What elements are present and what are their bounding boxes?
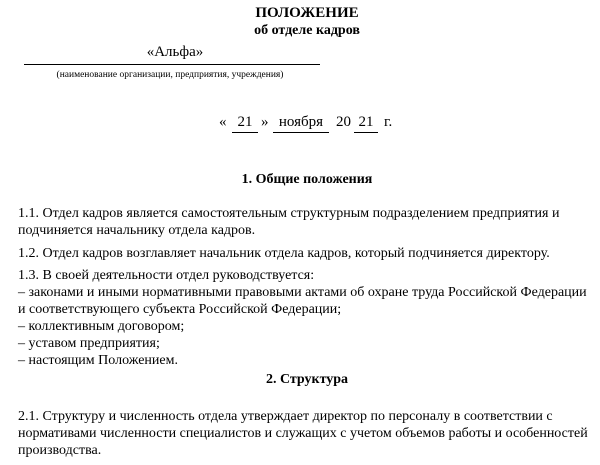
organization-name-line — [24, 64, 320, 65]
date-open-quote: « — [219, 114, 227, 130]
paragraph-1-3: 1.3. В своей деятельности отдел руководствуется: — [18, 268, 315, 283]
paragraph-1-1: 1.1. Отдел кадров является самостоятельным структурным подразделением предприятия и подчиняется начальнику отдела кадров. — [18, 206, 560, 238]
organization-caption: (наименование организации, предприятия, учреждения) — [56, 70, 284, 80]
document-title: ПОЛОЖЕНИЕ — [255, 5, 359, 21]
document-subtitle: об отделе кадров — [254, 23, 360, 38]
section-heading-general: 1. Общие положения — [241, 172, 373, 187]
date-close-quote: » — [261, 114, 269, 130]
paragraph-1-2: 1.2. Отдел кадров возглавляет начальник отдела кадров, который подчиняется директору. — [18, 246, 550, 261]
date-month: ноября — [273, 112, 329, 133]
date-suffix: г. — [384, 114, 393, 130]
date-day: 21 — [232, 112, 258, 133]
list-item-this-regulation: – настоящим Положением. — [18, 353, 178, 368]
date-year: 21 — [354, 112, 378, 133]
paragraph-2-1: 2.1. Структуру и численность отдела утверждает директор по персоналу в соответствии с нормативами численности специалистов и служащих с учетом объемов работы и особенностей производства. — [18, 409, 588, 458]
date-century: 20 — [336, 114, 351, 130]
list-item-charter: – уставом предприятия; — [18, 336, 160, 351]
section-heading-structure: 2. Структура — [265, 372, 349, 387]
list-item-collective-agreement: – коллективным договором; — [18, 319, 185, 334]
list-item-laws: – законами и иными нормативными правовыми актами об охране труда Российской Федерации и соответствующего субъекта Российской Федерации; — [18, 285, 587, 317]
organization-name: «Альфа» — [146, 44, 204, 60]
